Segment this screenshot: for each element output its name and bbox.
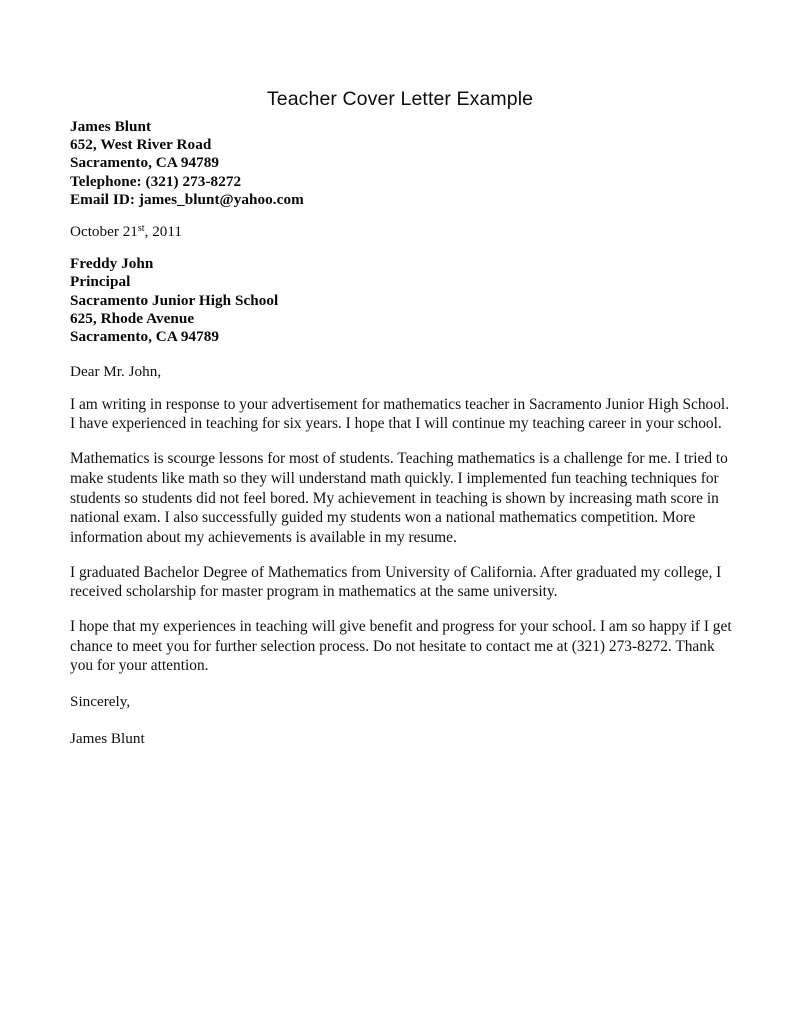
body-paragraph: I hope that my experiences in teaching will give benefit and progress for your school. I am so happy if I get chance to meet you for further selection process. Do not hesitate to contact me at (321) 273-8272. Thank you for your attention. [70,618,732,675]
recipient-address-block [70,255,737,346]
signature-name: James Blunt [70,729,145,747]
body-paragraph: I am writing in response to your advertisement for mathematics teacher in Sacramento Junior High School. I have experienced in teaching for six years. I hope that I will continue my teaching career in your school. [70,395,730,433]
sender-city-state-zip: Sacramento, CA 94789 [70,154,220,172]
sender-address-block [70,118,737,209]
recipient-title: Principal [70,273,131,291]
sender-name: James Blunt [70,118,152,135]
recipient-name: Freddy John [70,255,154,273]
date-month-day: October 21 [70,223,138,241]
letter-body [70,118,737,748]
date-year: , 2011 [144,223,182,241]
sender-street: 652, West River Road [70,136,212,154]
recipient-city-state-zip: Sacramento, CA 94789 [70,328,220,346]
recipient-street: 625, Rhode Avenue [70,309,195,327]
body-paragraph: I graduated Bachelor Degree of Mathematics from University of California. After graduated my college, I received scholarship for master program in mathematics at the same university. [70,563,722,601]
sender-telephone: Telephone: (321) 273-8272 [70,172,242,190]
body-paragraph: Mathematics is scourge lessons for most of students. Teaching mathematics is a challenge for me. I tried to make students like math so they will understand math quickly. I implemented fun teaching techniques for students so students did not feel bored. My achievement in teaching is shown by increasing math score in national exam. I also successfully guided my students won a national mathematics competition. More information about my achievements is available in my resume. [70,450,728,546]
recipient-organization: Sacramento Junior High School [70,291,279,309]
letter-date [70,223,737,241]
date-ordinal-suffix: st [137,223,145,235]
page-title: Teacher Cover Letter Example [266,88,534,110]
sender-email: Email ID: james_blunt@yahoo.com [70,190,304,208]
closing-salutation: Sincerely, [70,693,131,711]
salutation: Dear Mr. John, [70,363,162,381]
